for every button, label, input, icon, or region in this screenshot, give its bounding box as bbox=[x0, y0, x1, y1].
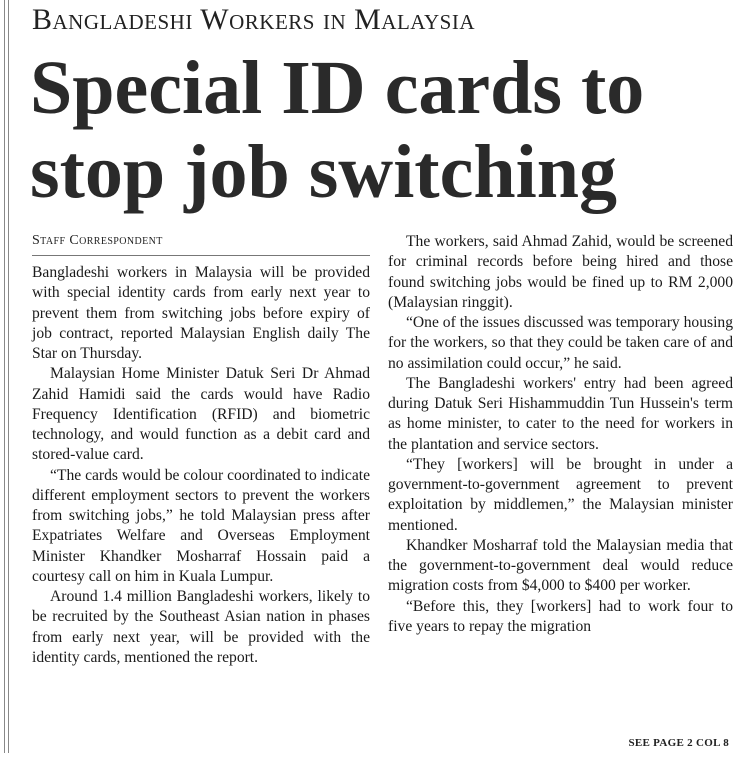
article-byline: Staff Correspondent bbox=[32, 232, 370, 256]
body-paragraph: The Bangladeshi workers' entry had been agreed during Datuk Seri Hishammuddin Tun Hussein's term as home minister, to cater to the need for workers in the plantation and service sectors. bbox=[388, 374, 733, 453]
headline-line-2: stop job switching bbox=[30, 130, 617, 214]
body-paragraph: Bangladeshi workers in Malaysia will be provided with special identity cards from early next year to prevent them from switching jobs before expiry of job contract, reported Malaysian English daily The Star on Thursday. bbox=[32, 264, 370, 362]
article-column-left bbox=[32, 232, 370, 668]
continuation-jump-line: SEE PAGE 2 COL 8 bbox=[628, 737, 729, 749]
body-paragraph: “They [workers] will be brought in under a government-to-government agreement to prevent exploitation by middlemen,” the Malaysian minister mentioned. bbox=[388, 455, 733, 534]
article-column-right bbox=[388, 232, 733, 637]
article-headline bbox=[30, 46, 735, 214]
body-paragraph: The workers, said Ahmad Zahid, would be screened for criminal records before being hired and those found switching jobs would be fined up to RM 2,000 (Malaysian ringgit). bbox=[388, 233, 733, 311]
body-paragraph: “Before this, they [workers] had to work four to five years to repay the migration bbox=[388, 597, 733, 635]
article-kicker: Bangladeshi Workers in Malaysia bbox=[32, 3, 476, 36]
body-paragraph: Khandker Mosharraf told the Malaysian media that the government-to-government deal would reduce migration costs from $4,000 to $400 per worker. bbox=[388, 536, 733, 595]
headline-line-1: Special ID cards to bbox=[30, 46, 645, 130]
body-paragraph: “The cards would be colour coordinated to indicate different employment sectors to prevent the workers from switching jobs,” he told Malaysian press after Expatriates Welfare and Overseas Employment Minister Khandker Mosharraf Hossain paid a courtesy call on him in Kuala Lumpur. bbox=[32, 466, 370, 585]
page-left-rule bbox=[4, 0, 9, 753]
body-paragraph: Around 1.4 million Bangladeshi workers, likely to be recruited by the Southeast Asian nation in phases from early next year, will be provided with the identity cards, mentioned the report. bbox=[32, 588, 370, 666]
body-paragraph: “One of the issues discussed was temporary housing for the workers, so that they could be taken care of and no assimilation could occur,” he said. bbox=[388, 314, 733, 372]
body-paragraph: Malaysian Home Minister Datuk Seri Dr Ahmad Zahid Hamidi said the cards would have Radio Frequency Identification (RFID) and biometric technology, and would function as a debit card and stored-value card. bbox=[32, 365, 370, 464]
